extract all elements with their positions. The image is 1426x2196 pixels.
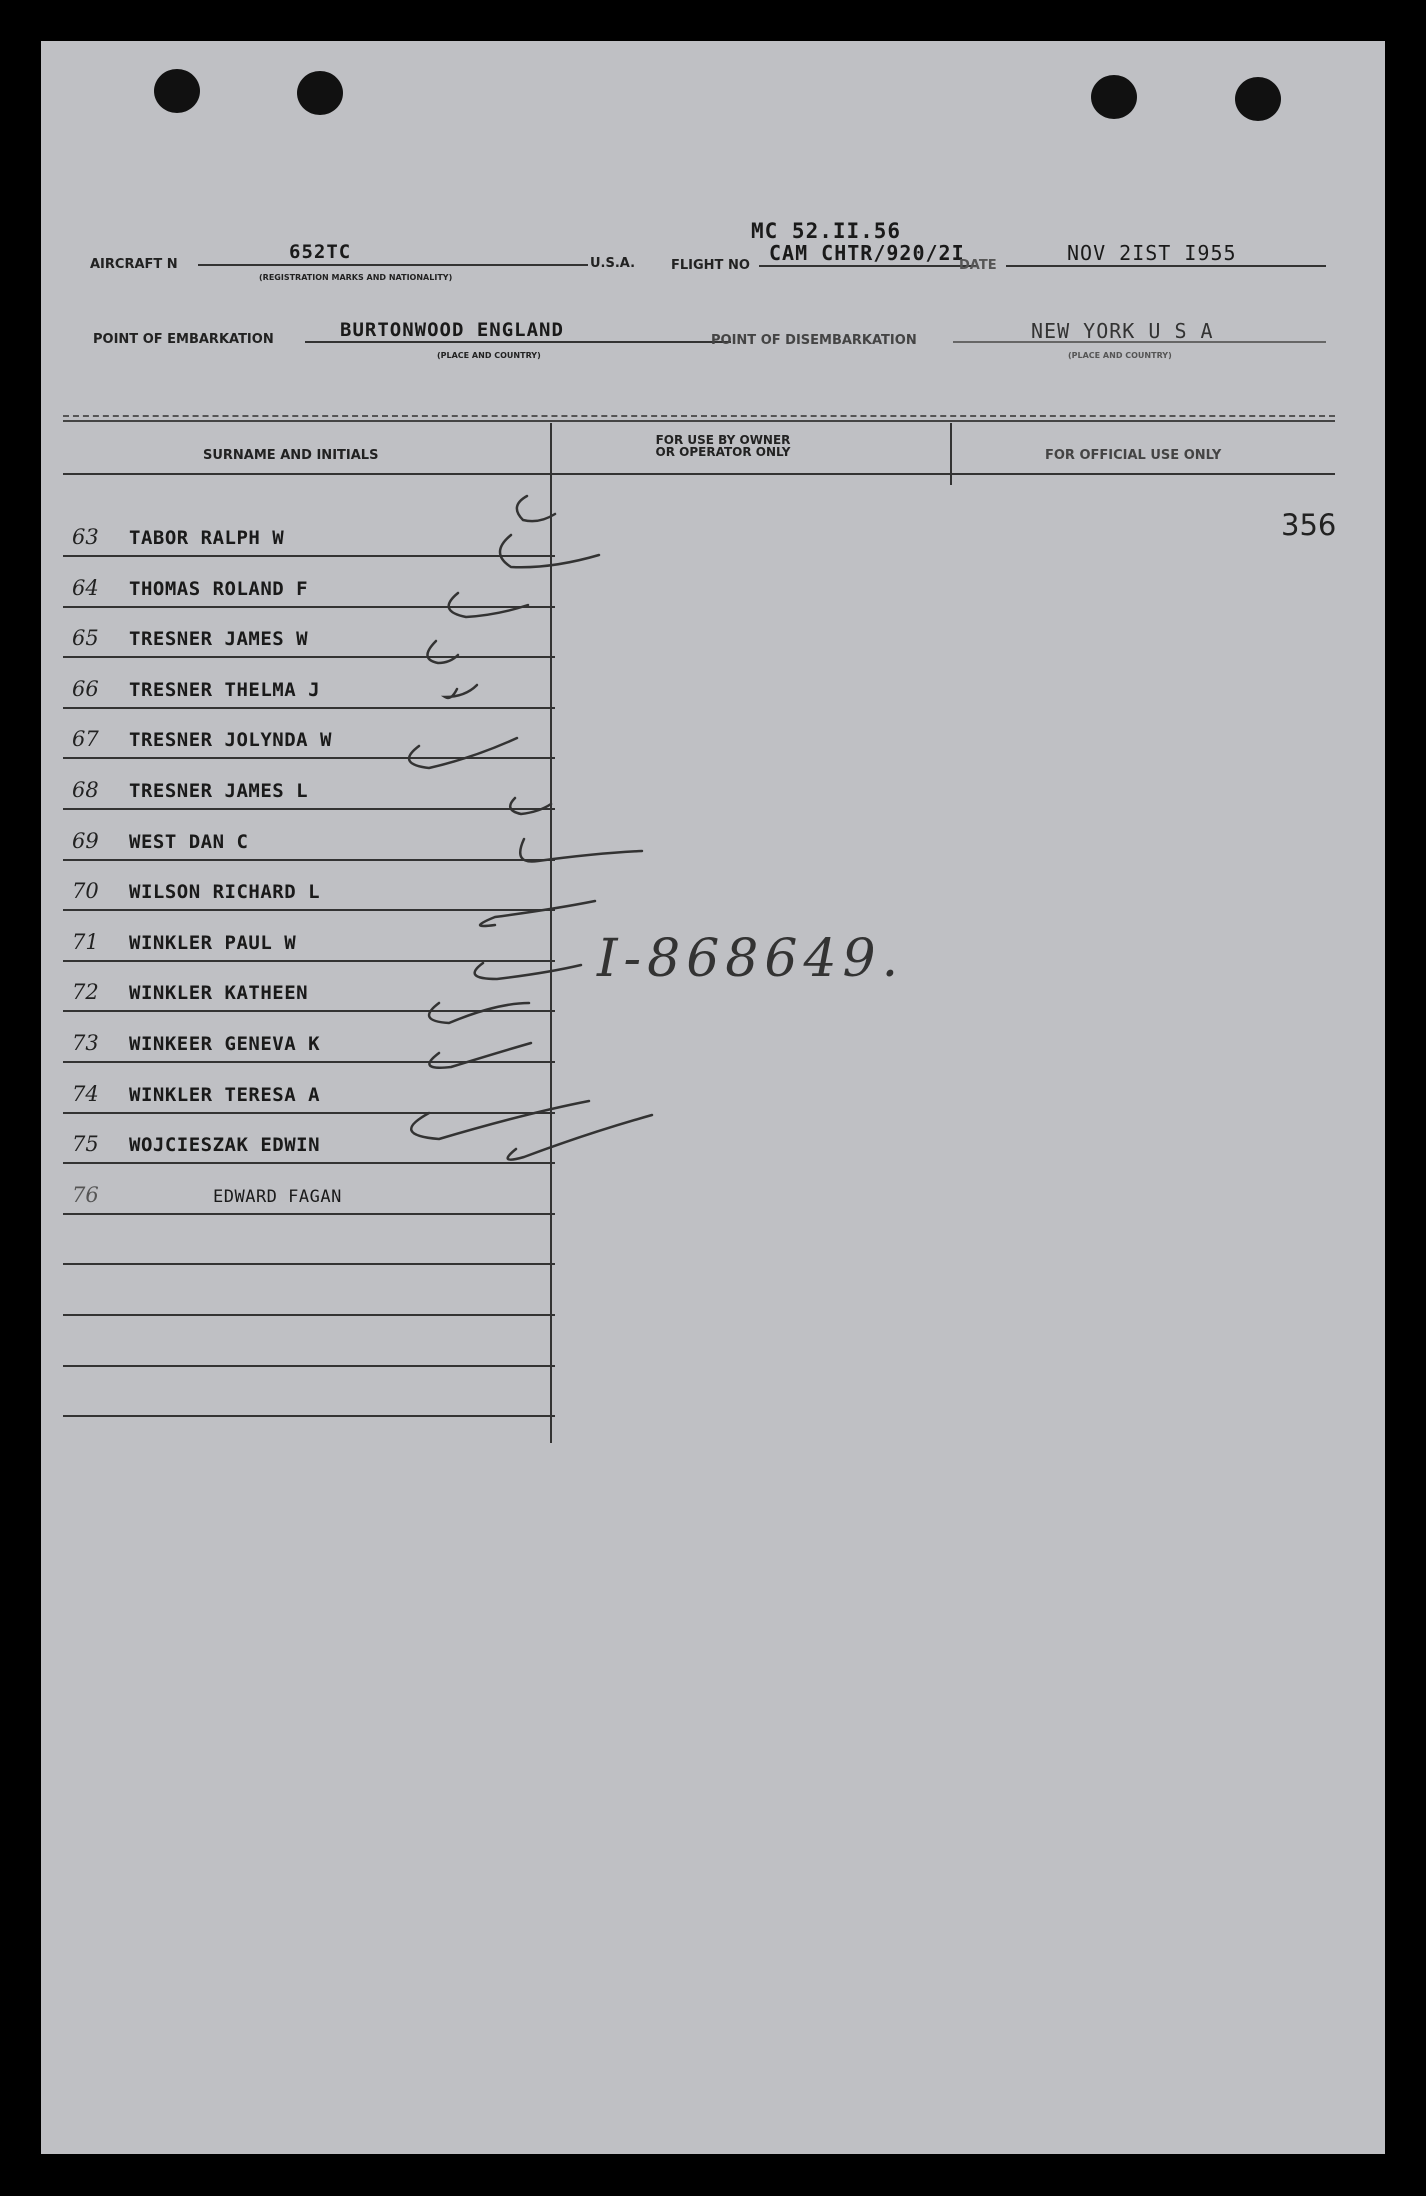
stamp-code: MC 52.II.56 <box>751 219 902 243</box>
passenger-number: 72 <box>72 980 99 1005</box>
aircraft-label: AIRCRAFT N <box>90 257 178 272</box>
check-mark-75 <box>411 1101 589 1139</box>
passenger-name: WINKEER GENEVA K <box>129 1033 321 1055</box>
flight-value: CAM CHTR/920/2I <box>769 241 965 265</box>
aircraft-value: 652TC <box>289 241 352 263</box>
passenger-number: 70 <box>72 879 99 904</box>
country-label: U.S.A. <box>590 256 636 271</box>
passenger-number: 67 <box>72 727 99 752</box>
passenger-name: WEST DAN C <box>129 830 249 853</box>
passenger-number: 75 <box>72 1132 99 1157</box>
passenger-name: WINKLER PAUL W <box>129 931 297 954</box>
aircraft-sublabel: (REGISTRATION MARKS AND NATIONALITY) <box>259 273 453 282</box>
passenger-name: WILSON RICHARD L <box>129 881 321 904</box>
passenger-name: WOJCIESZAK EDWIN <box>129 1134 321 1157</box>
disembark-sublabel: (PLACE AND COUNTRY) <box>1068 351 1172 360</box>
passenger-number: 73 <box>72 1031 99 1055</box>
passenger-name: EDWARD FAGAN <box>213 1186 342 1207</box>
manifest-page <box>41 41 1385 2154</box>
passenger-number: 65 <box>72 626 99 651</box>
passenger-number: 69 <box>72 828 99 853</box>
passenger-name: THOMAS ROLAND F <box>129 577 309 600</box>
passenger-name: WINKLER TERESA A <box>129 1083 321 1106</box>
column-surname: SURNAME AND INITIALS <box>203 448 379 463</box>
passenger-number: 71 <box>72 929 99 954</box>
passenger-number: 76 <box>72 1182 99 1207</box>
date-label: DATE <box>959 258 997 273</box>
passenger-number: 66 <box>72 676 99 701</box>
passenger-name: TRESNER JOLYNDA W <box>129 729 332 752</box>
embark-sublabel: (PLACE AND COUNTRY) <box>437 351 541 360</box>
disembark-label: POINT OF DISEMBARKATION <box>711 333 917 348</box>
check-mark-74 <box>429 1043 531 1068</box>
check-mark-76 <box>508 1115 652 1160</box>
check-mark-67 <box>445 685 477 698</box>
passenger-number: 74 <box>72 1081 99 1106</box>
handwritten-annotation: I-868649. <box>597 929 905 989</box>
passenger-number: 68 <box>72 778 99 802</box>
passenger-name: TABOR RALPH W <box>129 527 285 549</box>
date-value: NOV 2IST I955 <box>1067 241 1237 265</box>
check-mark-63 <box>517 496 555 521</box>
passenger-name: TRESNER THELMA J <box>129 678 321 701</box>
passenger-number: 64 <box>72 575 99 600</box>
check-mark-70 <box>520 839 642 862</box>
check-mark-68 <box>409 738 517 768</box>
passenger-name: TRESNER JAMES W <box>129 628 309 651</box>
check-mark-64 <box>500 535 599 567</box>
flight-label: FLIGHT NO <box>671 258 750 273</box>
check-marks <box>41 41 1385 2154</box>
embark-label: POINT OF EMBARKATION <box>93 332 274 347</box>
embark-value: BURTONWOOD ENGLAND <box>340 319 564 341</box>
column-owner-use: FOR USE BY OWNER OR OPERATOR ONLY <box>655 433 791 459</box>
check-mark-66 <box>427 641 458 663</box>
check-mark-71 <box>480 901 595 926</box>
check-mark-65 <box>449 593 528 617</box>
check-mark-72 <box>475 963 581 979</box>
passenger-name: WINKLER KATHEEN <box>129 982 309 1005</box>
passenger-name: TRESNER JAMES L <box>129 780 309 802</box>
passenger-number: 63 <box>72 525 99 549</box>
disembark-value: NEW YORK U S A <box>1031 319 1214 343</box>
check-mark-73 <box>429 1003 529 1023</box>
column-official-use: FOR OFFICIAL USE ONLY <box>1045 448 1222 463</box>
check-mark-69 <box>510 798 551 814</box>
page-number: 356 <box>1281 508 1337 542</box>
